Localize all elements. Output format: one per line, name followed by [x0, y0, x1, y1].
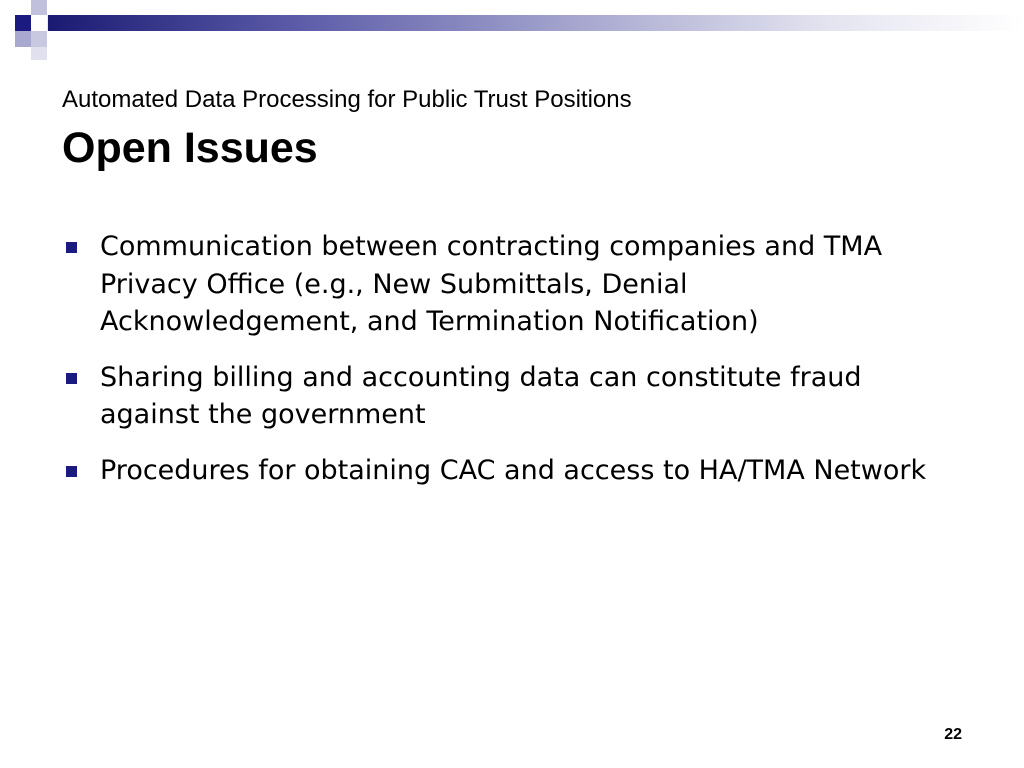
bullet-item — [62, 452, 942, 490]
bullet-text: Communication between contracting companies and TMA Privacy Office (e.g., New Submittals, Denial Acknowledgement, and Termination Notification) — [100, 231, 883, 337]
bullet-item — [62, 359, 942, 434]
decorative-gradient-band — [48, 15, 1024, 31]
bullet-text: Procedures for obtaining CAC and access to HA/TMA Network — [100, 454, 927, 486]
bullet-list — [62, 228, 942, 507]
slide-title: Open Issues — [62, 124, 318, 172]
square-bullet-icon — [66, 466, 77, 477]
square-bullet-icon — [66, 242, 77, 253]
bullet-item — [62, 228, 942, 341]
square-bullet-icon — [66, 373, 77, 384]
page-number: 22 — [944, 726, 962, 743]
bullet-text: Sharing billing and accounting data can constitute fraud against the government — [100, 361, 862, 430]
slide-subtitle: Automated Data Processing for Public Trust Positions — [62, 86, 632, 113]
